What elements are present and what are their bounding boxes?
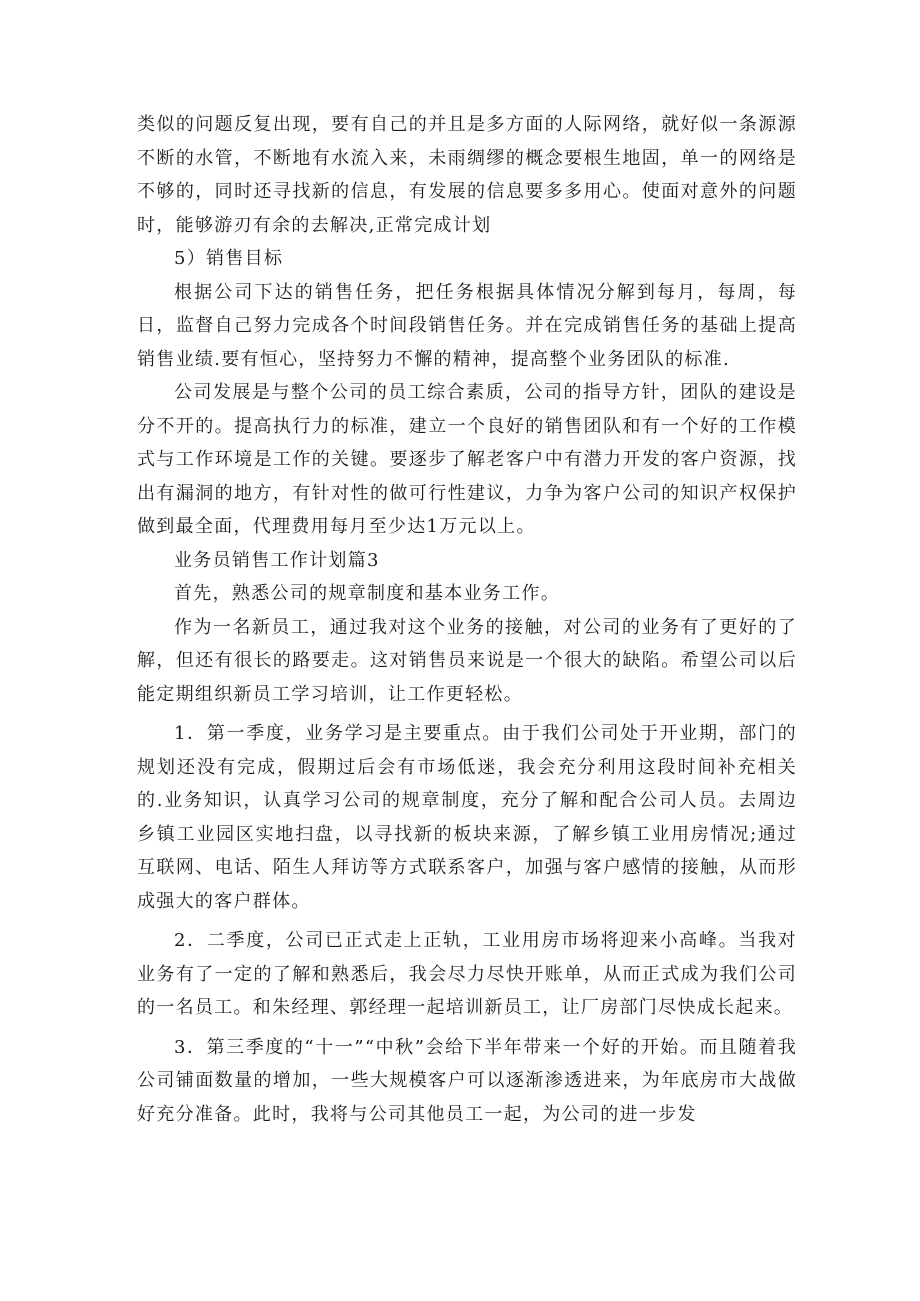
document-body <box>137 108 797 1131</box>
section-heading-sales-target: 5）销售目标 <box>174 248 284 269</box>
list-item-q2: 2．二季度，公司已正式走上正轨，工业用房市场将迎来小高峰。当我对业务有了一定的了解和熟悉后，我会尽力尽快开账单，从而正式成为我们公司的一名员工。和朱经理、郭经理一起培训新员工，让厂房部门尽快成长起来。 <box>137 930 797 1018</box>
paragraph-sales-task: 根据公司下达的销售任务，把任务根据具体情况分解到每月，每周，每日，监督自己努力完成各个时间段销售任务。并在完成销售任务的基础上提高销售业绩.要有恒心，坚持努力不懈的精神，提高整个业务团队的标准. <box>137 281 797 370</box>
list-item-q3: 3．第三季度的“十一”“中秋”会给下半年带来一个好的开始。而且随着我公司铺面数量的增加，一些大规模客户可以逐渐渗透进来，为年底房市大战做好充分准备。此时，我将与公司其他员工一起，为公司的进一步发 <box>137 1036 797 1125</box>
paragraph-network: 类似的问题反复出现，要有自己的并且是多方面的人际网络，就好似一条源源不断的水管，不断地有水流入来，未雨绸缪的概念要根生地固，单一的网络是不够的，同时还寻找新的信息，有发展的信息要多多用心。使面对意外的问题时，能够游刃有余的去解决,正常完成计划 <box>137 114 797 236</box>
paragraph-new-employee: 作为一名新员工，通过我对这个业务的接触，对公司的业务有了更好的了解，但还有很长的路要走。这对销售员来说是一个很大的缺陷。希望公司以后能定期组织新员工学习培训，让工作更轻松。 <box>137 616 797 705</box>
paragraph-first-familiarize: 首先，熟悉公司的规章制度和基本业务工作。 <box>174 583 560 604</box>
section-title-plan-3: 业务员销售工作计划篇3 <box>174 549 380 571</box>
list-item-q1: 1．第一季度，业务学习是主要重点。由于我们公司处于开业期，部门的规划还没有完成，假期过后会有市场低迷，我会充分利用这段时间补充相关的.业务知识，认真学习公司的规章制度，充分了解和配合公司人员。去周边乡镇工业园区实地扫盘，以寻找新的板块来源，了解乡镇工业用房情况;通过互联网、电话、陌生人拜访等方式联系客户，加强与客户感情的接触，从而形成强大的客户群体。 <box>137 723 797 912</box>
paragraph-company-development: 公司发展是与整个公司的员工综合素质，公司的指导方针，团队的建设是分不开的。提高执行力的标准，建立一个良好的销售团队和有一个好的工作模式与工作环境是工作的关键。要逐步了解老客户中有潜力开发的客户资源，找出有漏洞的地方，有针对性的做可行性建议，力争为客户公司的知识产权保护做到最全面，代理费用每月至少达1万元以上。 <box>137 382 797 537</box>
